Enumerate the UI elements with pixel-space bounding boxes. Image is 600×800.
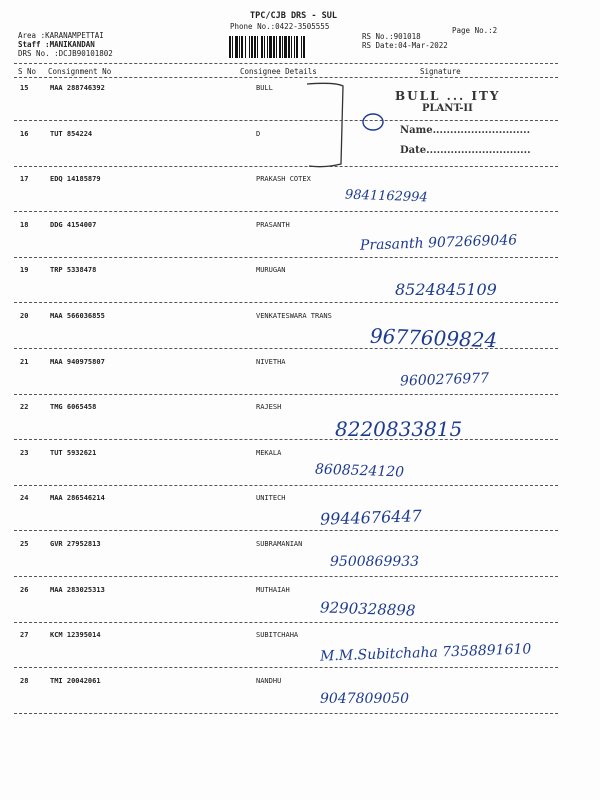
row-sno: 18: [20, 220, 29, 229]
company-stamp: [360, 85, 555, 165]
row-consignment: MAA 286546214: [50, 494, 105, 503]
header-divider-bottom: [14, 77, 558, 78]
row-sno: 21: [20, 357, 29, 366]
stamp-date-label: Date..............................: [400, 145, 531, 156]
row-sno: 17: [20, 175, 29, 184]
row-signature: 8524845109: [395, 280, 497, 300]
row-sno: 26: [20, 585, 29, 594]
row-consignee: SUBRAMANIAN: [256, 540, 303, 548]
page-number: Page No.:2: [452, 26, 498, 35]
drs-title: TPC/CJB DRS - SUL: [250, 11, 337, 21]
row-consignment: TRP 5338478: [50, 266, 97, 275]
row-consignment: GVR 27952813: [50, 540, 101, 548]
row-signature: 8220833815: [335, 417, 463, 442]
barcode-image: [229, 36, 355, 58]
row-signature: 9047809050: [320, 690, 410, 707]
row-signature: 9500869933: [330, 554, 420, 570]
row-signature: 9290328898: [319, 597, 416, 620]
row-divider: [14, 713, 558, 714]
row-sno: 16: [20, 129, 29, 138]
row-divider: [14, 166, 558, 167]
row-signature: 9600276977: [399, 370, 490, 390]
row-consignment: TUT 854224: [50, 129, 93, 138]
row-divider: [14, 211, 558, 212]
row-divider: [14, 302, 558, 303]
row-divider: [14, 622, 558, 623]
row-consignee: PRAKASH COTEX: [256, 175, 311, 184]
row-sno: 15: [20, 84, 29, 92]
drs-number: DRS No. :DCJB90101802: [18, 49, 113, 58]
row-sno: 23: [20, 448, 29, 457]
row-divider: [14, 530, 558, 531]
row-consignee: SUBITCHAHA: [256, 631, 299, 640]
row-consignment: TUT 5932621: [50, 448, 97, 457]
col-signature: Signature: [420, 67, 461, 76]
row-consignee: BULL: [256, 84, 273, 92]
row-signature: 8608524120: [314, 461, 405, 481]
header-divider-top: [14, 63, 558, 64]
row-consignee: NIVETHA: [256, 357, 286, 366]
bracket-mark: [305, 80, 350, 170]
row-signature: 9944676447: [319, 506, 423, 530]
row-consignment: MAA 940975807: [50, 357, 105, 366]
row-signature: M.M.Subitchaha 7358891610: [319, 641, 532, 665]
area-label: Area :KARANAMPETTAI: [18, 31, 104, 40]
row-sno: 22: [20, 403, 29, 412]
row-consignee: D: [256, 129, 261, 138]
stamp-name-label: Name............................: [400, 125, 531, 136]
row-sno: 28: [20, 676, 29, 685]
row-consignee: NANDHU: [256, 676, 282, 685]
row-signature: Prasanth 9072669046: [359, 232, 518, 254]
row-consignee: PRASANTH: [256, 220, 290, 229]
row-sno: 24: [20, 494, 29, 503]
col-consignment: Consignment No: [48, 67, 112, 76]
row-consignee: VENKATESWARA TRANS: [256, 312, 332, 320]
row-sno: 19: [20, 266, 29, 275]
row-divider: [14, 257, 558, 258]
rs-number: RS No.:901018: [362, 32, 421, 41]
col-sno: S No: [18, 67, 37, 76]
row-consignment: EDQ 14185879: [50, 175, 101, 184]
phone-number: Phone No.:0422-3505555: [230, 22, 330, 31]
row-consignee: MUTHAIAH: [256, 585, 290, 594]
row-consignment: MAA 288746392: [50, 84, 105, 92]
rs-date: RS Date:04-Mar-2022: [362, 41, 448, 50]
stamp-line1: BULL ... ITY: [395, 89, 501, 103]
row-sno: 20: [20, 312, 29, 320]
row-sno: 27: [20, 631, 29, 640]
row-divider: [14, 394, 558, 395]
row-consignee: MEKALA: [256, 448, 282, 457]
row-consignment: MAA 566036855: [50, 312, 105, 320]
row-signature: 9677609824: [369, 323, 498, 353]
row-divider: [14, 439, 558, 440]
row-consignment: TMG 6065458: [50, 403, 97, 412]
row-sno: 25: [20, 540, 29, 548]
stamp-circle-mark: [360, 111, 386, 133]
row-consignment: MAA 283025313: [50, 585, 105, 594]
row-consignee: RAJESH: [256, 403, 282, 412]
col-consignee: Consignee Details: [240, 67, 317, 76]
row-divider: [14, 576, 558, 577]
row-consignment: TMI 20042061: [50, 676, 101, 685]
row-divider: [14, 485, 558, 486]
row-signature: 9841162994: [344, 187, 428, 206]
row-divider: [14, 667, 558, 668]
row-consignee: MURUGAN: [256, 266, 286, 275]
row-consignment: KCM 12395014: [50, 631, 101, 640]
row-consignment: DDG 4154007: [50, 220, 97, 229]
row-consignee: UNITECH: [256, 494, 286, 503]
stamp-line2: PLANT-II: [422, 103, 473, 114]
staff-label: Staff :MANIKANDAN: [18, 40, 95, 49]
